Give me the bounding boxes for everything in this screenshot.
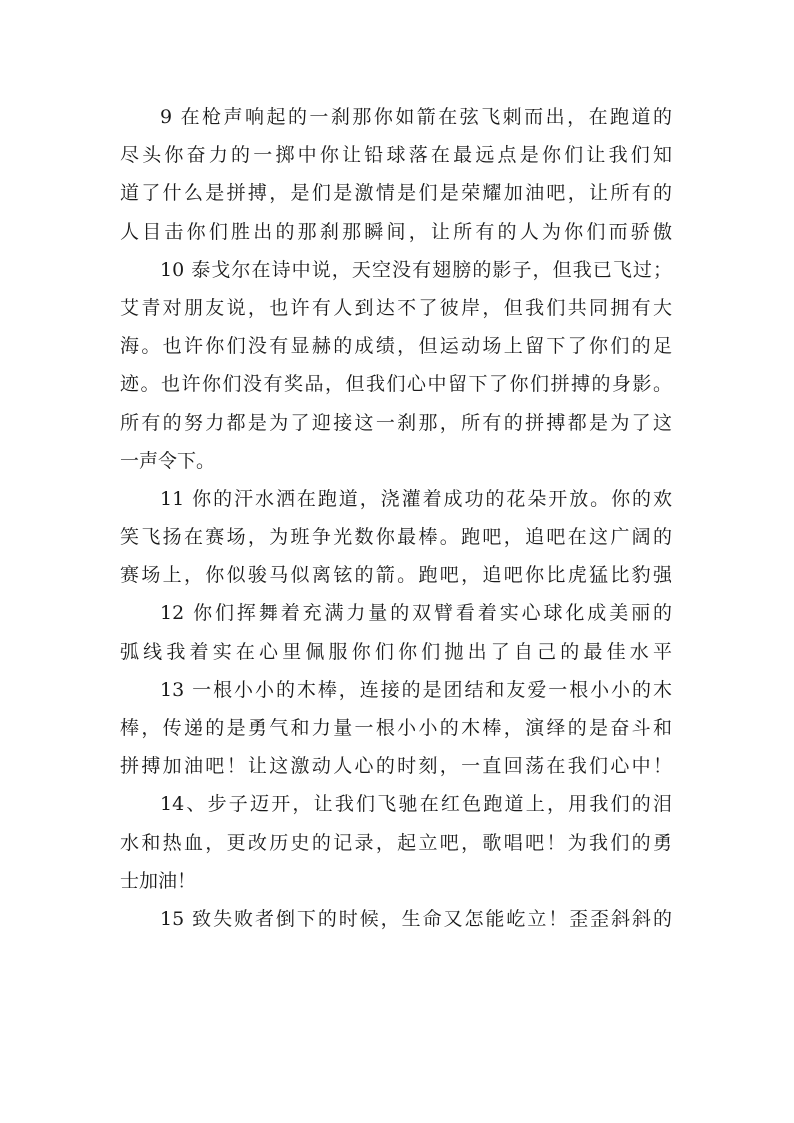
text-line: 弧线我着实在心里佩服你们你们抛出了自己的最佳水平 bbox=[120, 640, 672, 663]
text-line: 道了什么是拼搏，是们是激情是们是荣耀加油吧，让所有的 bbox=[120, 182, 672, 205]
paragraph-13 bbox=[120, 671, 672, 786]
paragraph-11 bbox=[120, 480, 672, 595]
text-line: 拼搏加油吧！让这激动人心的时刻，一直回荡在我们心中！ bbox=[120, 755, 672, 778]
paragraph-14 bbox=[120, 785, 672, 900]
text-line: 棒，传递的是勇气和力量一根小小的木棒，演绎的是奋斗和 bbox=[120, 717, 672, 739]
text-line: 赛场上，你似骏马似离铉的箭。跑吧，追吧你比虎猛比豹强 bbox=[120, 564, 672, 587]
document-body bbox=[120, 98, 672, 938]
text-line: 所有的努力都是为了迎接这一刹那，所有的拼搏都是为了这 bbox=[120, 411, 672, 434]
text-line: 水和热血，更改历史的记录，起立吧，歌唱吧！为我们的勇 bbox=[120, 831, 672, 854]
text-line: 迹。也许你们没有奖品，但我们心中留下了你们拼搏的身影。 bbox=[120, 373, 672, 396]
text-line: 海。也许你们没有显赫的成绩，但运动场上留下了你们的足 bbox=[120, 335, 672, 358]
paragraph-12 bbox=[120, 594, 672, 670]
text-line: 士加油！ bbox=[120, 869, 197, 892]
paragraph-10 bbox=[120, 251, 672, 480]
text-line: 15 致失败者倒下的时候，生命又怎能屹立！歪歪斜斜的 bbox=[160, 907, 672, 930]
paragraph-9 bbox=[120, 98, 672, 251]
text-line: 14、步子迈开，让我们飞驰在红色跑道上，用我们的泪 bbox=[160, 793, 672, 816]
text-line: 11 你的汗水洒在跑道，浇灌着成功的花朵开放。你的欢 bbox=[160, 487, 672, 510]
text-line: 一声令下。 bbox=[120, 449, 216, 472]
text-line: 笑飞扬在赛场，为班争光数你最棒。跑吧，追吧在这广阔的 bbox=[120, 526, 672, 549]
text-line: 尽头你奋力的一掷中你让铅球落在最远点是你们让我们知 bbox=[120, 144, 672, 167]
text-line: 艾青对朋友说，也许有人到达不了彼岸，但我们共同拥有大 bbox=[120, 296, 672, 319]
text-line: 13 一根小小的木棒，连接的是团结和友爱一根小小的木 bbox=[160, 678, 672, 701]
text-line: 人目击你们胜出的那刹那瞬间，让所有的人为你们而骄傲 bbox=[120, 220, 672, 243]
text-line: 10 泰戈尔在诗中说，天空没有翅膀的影子，但我已飞过； bbox=[160, 258, 672, 281]
text-line: 9 在枪声响起的一刹那你如箭在弦飞刺而出，在跑道的 bbox=[160, 106, 672, 128]
paragraph-15 bbox=[120, 900, 672, 938]
text-line: 12 你们挥舞着充满力量的双臂看着实心球化成美丽的 bbox=[160, 602, 672, 625]
